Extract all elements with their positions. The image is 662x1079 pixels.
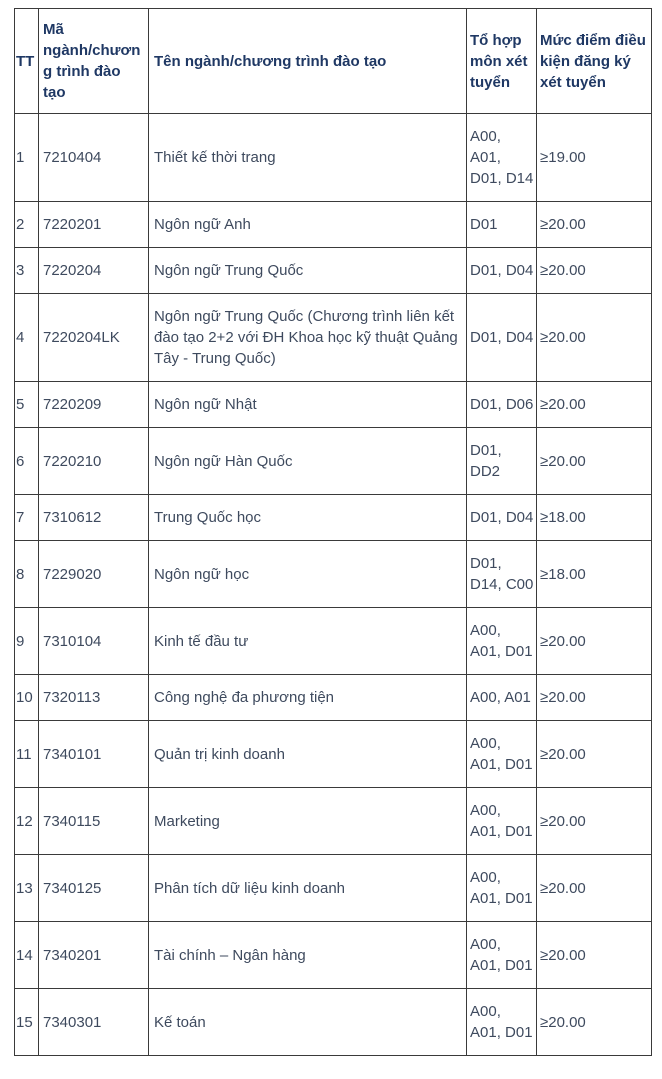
- cell-program-name: Kinh tế đầu tư: [149, 608, 467, 675]
- cell-min-score: ≥18.00: [537, 541, 652, 608]
- cell-min-score: ≥20.00: [537, 428, 652, 495]
- cell-program-code: 7310104: [39, 608, 149, 675]
- cell-subject-combination: A00, A01, D01: [467, 788, 537, 855]
- cell-subject-combination: A00, A01, D01, D14: [467, 114, 537, 202]
- cell-subject-combination: A00, A01, D01: [467, 721, 537, 788]
- table-row: [15, 922, 652, 989]
- cell-subject-combination: D01, D04: [467, 248, 537, 294]
- cell-subject-combination: A00, A01, D01: [467, 855, 537, 922]
- cell-program-name: Ngôn ngữ học: [149, 541, 467, 608]
- cell-min-score: ≥20.00: [537, 855, 652, 922]
- table-row: [15, 541, 652, 608]
- cell-stt: 5: [15, 382, 39, 428]
- cell-subject-combination: D01: [467, 202, 537, 248]
- cell-program-code: 7210404: [39, 114, 149, 202]
- cell-stt: 7: [15, 495, 39, 541]
- cell-stt: 8: [15, 541, 39, 608]
- table-row: [15, 428, 652, 495]
- admissions-table: [14, 8, 652, 1056]
- cell-stt: 14: [15, 922, 39, 989]
- cell-stt: 4: [15, 294, 39, 382]
- cell-stt: 15: [15, 989, 39, 1056]
- table-body: [15, 114, 652, 1056]
- cell-program-code: 7320113: [39, 675, 149, 721]
- cell-min-score: ≥20.00: [537, 922, 652, 989]
- cell-min-score: ≥20.00: [537, 721, 652, 788]
- table-row: [15, 788, 652, 855]
- table-row: [15, 495, 652, 541]
- cell-stt: 10: [15, 675, 39, 721]
- cell-min-score: ≥20.00: [537, 788, 652, 855]
- table-row: [15, 675, 652, 721]
- cell-program-code: 7220204LK: [39, 294, 149, 382]
- cell-program-name: Ngôn ngữ Anh: [149, 202, 467, 248]
- cell-program-code: 7220204: [39, 248, 149, 294]
- cell-program-name: Phân tích dữ liệu kinh doanh: [149, 855, 467, 922]
- column-header: Tên ngành/chương trình đào tạo: [149, 9, 467, 114]
- cell-program-code: 7340201: [39, 922, 149, 989]
- cell-subject-combination: A00, A01, D01: [467, 608, 537, 675]
- cell-stt: 6: [15, 428, 39, 495]
- cell-min-score: ≥20.00: [537, 382, 652, 428]
- cell-min-score: ≥20.00: [537, 675, 652, 721]
- cell-program-name: Ngôn ngữ Trung Quốc: [149, 248, 467, 294]
- cell-subject-combination: D01, D14, C00: [467, 541, 537, 608]
- table-row: [15, 721, 652, 788]
- cell-stt: 3: [15, 248, 39, 294]
- column-header: Mức điểm điều kiện đăng ký xét tuyển: [537, 9, 652, 114]
- cell-stt: 12: [15, 788, 39, 855]
- cell-program-name: Trung Quốc học: [149, 495, 467, 541]
- cell-subject-combination: A00, A01, D01: [467, 989, 537, 1056]
- cell-stt: 13: [15, 855, 39, 922]
- table-row: [15, 294, 652, 382]
- cell-min-score: ≥20.00: [537, 608, 652, 675]
- cell-program-code: 7340125: [39, 855, 149, 922]
- cell-min-score: ≥19.00: [537, 114, 652, 202]
- cell-stt: 2: [15, 202, 39, 248]
- cell-subject-combination: D01, D04: [467, 294, 537, 382]
- column-header: TT: [15, 9, 39, 114]
- cell-program-code: 7229020: [39, 541, 149, 608]
- cell-min-score: ≥20.00: [537, 248, 652, 294]
- cell-min-score: ≥18.00: [537, 495, 652, 541]
- cell-program-name: Ngôn ngữ Trung Quốc (Chương trình liên kết đào tạo 2+2 với ĐH Khoa học kỹ thuật Quảng Tây - Trung Quốc): [149, 294, 467, 382]
- table-row: [15, 855, 652, 922]
- cell-subject-combination: A00, A01, D01: [467, 922, 537, 989]
- cell-stt: 11: [15, 721, 39, 788]
- cell-min-score: ≥20.00: [537, 989, 652, 1056]
- cell-subject-combination: A00, A01: [467, 675, 537, 721]
- cell-subject-combination: D01, DD2: [467, 428, 537, 495]
- table-row: [15, 248, 652, 294]
- table-row: [15, 608, 652, 675]
- cell-program-name: Quản trị kinh doanh: [149, 721, 467, 788]
- column-header: Mã ngành/chương trình đào tạo: [39, 9, 149, 114]
- cell-program-code: 7220201: [39, 202, 149, 248]
- cell-min-score: ≥20.00: [537, 202, 652, 248]
- cell-subject-combination: D01, D06: [467, 382, 537, 428]
- cell-program-name: Kế toán: [149, 989, 467, 1056]
- cell-program-name: Công nghệ đa phương tiện: [149, 675, 467, 721]
- cell-program-name: Thiết kế thời trang: [149, 114, 467, 202]
- cell-program-code: 7340101: [39, 721, 149, 788]
- cell-program-code: 7220209: [39, 382, 149, 428]
- cell-program-name: Ngôn ngữ Nhật: [149, 382, 467, 428]
- cell-program-code: 7340301: [39, 989, 149, 1056]
- table-row: [15, 114, 652, 202]
- column-header: Tổ hợp môn xét tuyển: [467, 9, 537, 114]
- cell-subject-combination: D01, D04: [467, 495, 537, 541]
- cell-program-name: Marketing: [149, 788, 467, 855]
- table-row: [15, 989, 652, 1056]
- cell-program-code: 7340115: [39, 788, 149, 855]
- cell-min-score: ≥20.00: [537, 294, 652, 382]
- cell-program-name: Tài chính – Ngân hàng: [149, 922, 467, 989]
- header-row: [15, 9, 652, 114]
- table-row: [15, 202, 652, 248]
- cell-program-code: 7310612: [39, 495, 149, 541]
- cell-stt: 9: [15, 608, 39, 675]
- cell-stt: 1: [15, 114, 39, 202]
- cell-program-name: Ngôn ngữ Hàn Quốc: [149, 428, 467, 495]
- table-row: [15, 382, 652, 428]
- cell-program-code: 7220210: [39, 428, 149, 495]
